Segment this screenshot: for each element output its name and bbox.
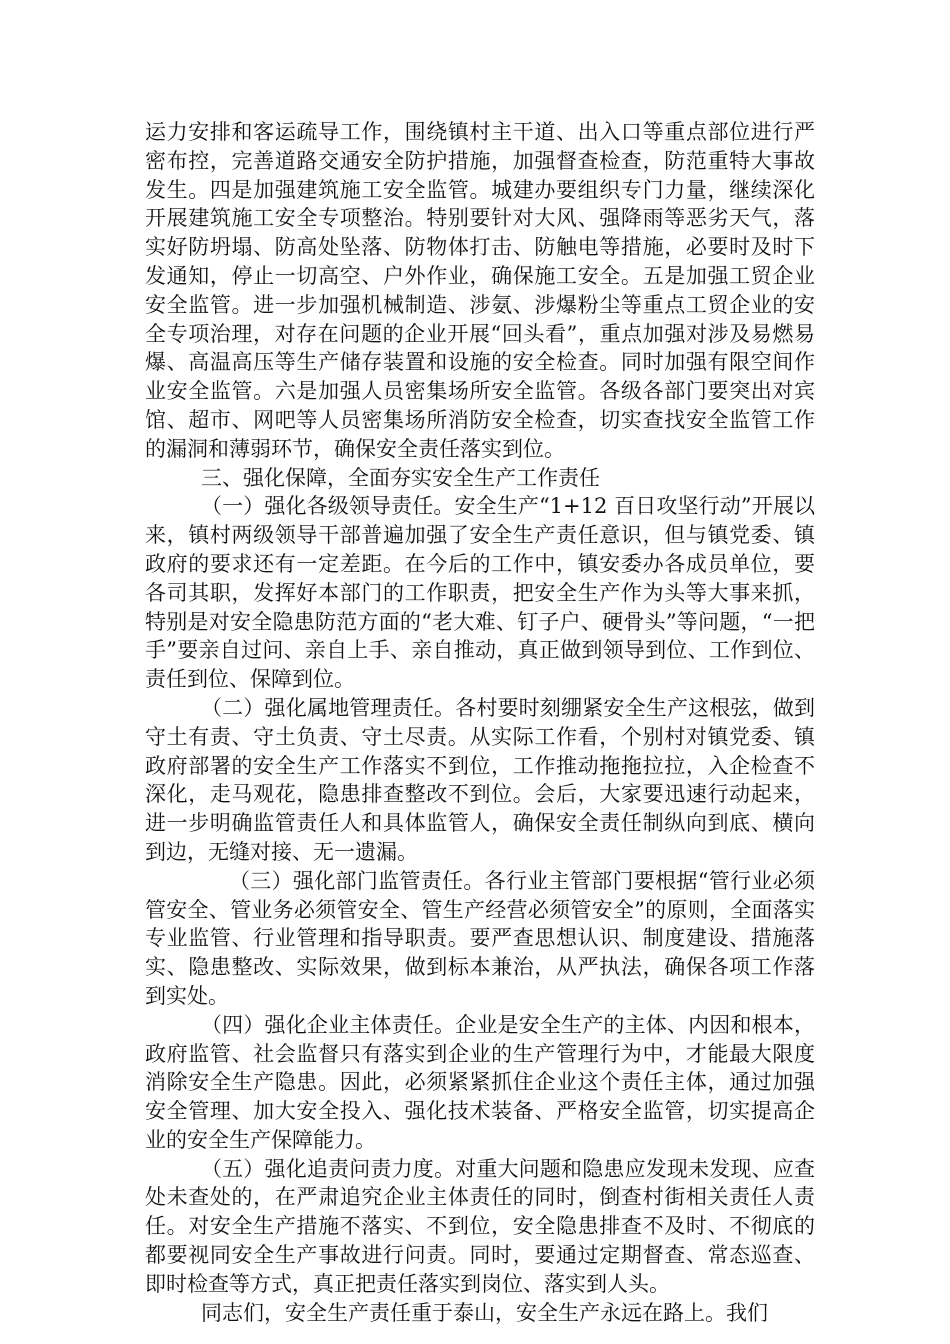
paragraph-transport-construction-safety: 运力安排和客运疏导工作，围绕镇村主干道、出入口等重点部位进行严密布控，完善道路交通安全防护措施，加强督查检查，防范重特大事故发生。四是加强建筑施工安全监管。城建办要组织专门力量，继续深化开展建筑施工安全专项整治。特别要针对大风、强降雨等恶劣天气，落实好防坍塌、防高处坠落、防物体打击、防触电等措施，必要时及时下发通知，停止一切高空、户外作业，确保施工安全。五是加强工贸企业安全监管。进一步加强机械制造、涉氨、涉爆粉尘等重点工贸企业的安全专项治理，对存在问题的企业开展“回头看”，重点加强对涉及易燃易爆、高温高压等生产储存装置和设施的安全检查。同时加强有限空间作业安全监管。六是加强人员密集场所安全监管。各级各部门要突出对宾馆、超市、网吧等人员密集场所消防安全检查，切实查找安全监管工作的漏洞和薄弱环节，确保安全责任落实到位。: [145, 120, 815, 461]
paragraph-enterprise-responsibility: （四）强化企业主体责任。企业是安全生产的主体、内因和根本，政府监管、社会监督只有落实到企业的生产管理行为中，才能最大限度消除安全生产隐患。因此，必须紧紧抓住企业这个责任主体，通过加强安全管理、加大安全投入、强化技术装备、严格安全监管，切实提高企业的安全生产保障能力。: [145, 1012, 815, 1152]
paragraph-closing: 同志们，安全生产责任重于泰山，安全生产永远在路上。我们: [201, 1300, 768, 1325]
paragraph-leadership-responsibility: （一）强化各级领导责任。安全生产“1+12 百日攻坚行动”开展以来，镇村两级领导干部普遍加强了安全生产责任意识，但与镇党委、镇政府的要求还有一定差距。在今后的工作中，镇安委办各成员单位，要各司其职，发挥好本部门的工作职责，把安全生产作为头等大事来抓，特别是对安全隐患防范方面的“老大难、钉子户、硬骨头”等问题，“一把手”要亲自过问、亲自上手、亲自推动，真正做到领导到位、工作到位、责任到位、保障到位。: [145, 494, 815, 692]
paragraph-territorial-responsibility: （二）强化属地管理责任。各村要时刻绷紧安全生产这根弦，做到守土有责、守土负责、守土尽责。从实际工作看，个别村对镇党委、镇政府部署的安全生产工作落实不到位，工作推动拖拖拉拉，入企检查不深化，走马观花，隐患排查整改不到位。会后，大家要迅速行动起来，进一步明确监管责任人和具体监管人，确保安全责任制纵向到底、横向到边，无缝对接、无一遗漏。: [145, 695, 815, 864]
paragraph-accountability: （五）强化追责问责力度。对重大问题和隐患应发现未发现、应查处未查处的，在严肃追究企业主体责任的同时，倒查村街相关责任人责任。对安全生产措施不落实、不到位，安全隐患排查不及时、不彻底的都要视同安全生产事故进行问责。同时，要通过定期督查、常态巡查、即时检查等方式，真正把责任落实到岗位、落实到人头。: [145, 1156, 815, 1296]
document-body: [145, 118, 815, 1327]
section-heading-three: 三、强化保障，全面夯实安全生产工作责任: [201, 465, 600, 490]
paragraph-department-supervision: （三）强化部门监管责任。各行业主管部门要根据“管行业必须管安全、管业务必须管安全、管生产经营必须管安全”的原则，全面落实专业监管、行业管理和指导职责。要严查思想认识、制度建设、措施落实、隐患整改、实际效果，做到标本兼治，从严执法，确保各项工作落到实处。: [145, 868, 815, 1008]
